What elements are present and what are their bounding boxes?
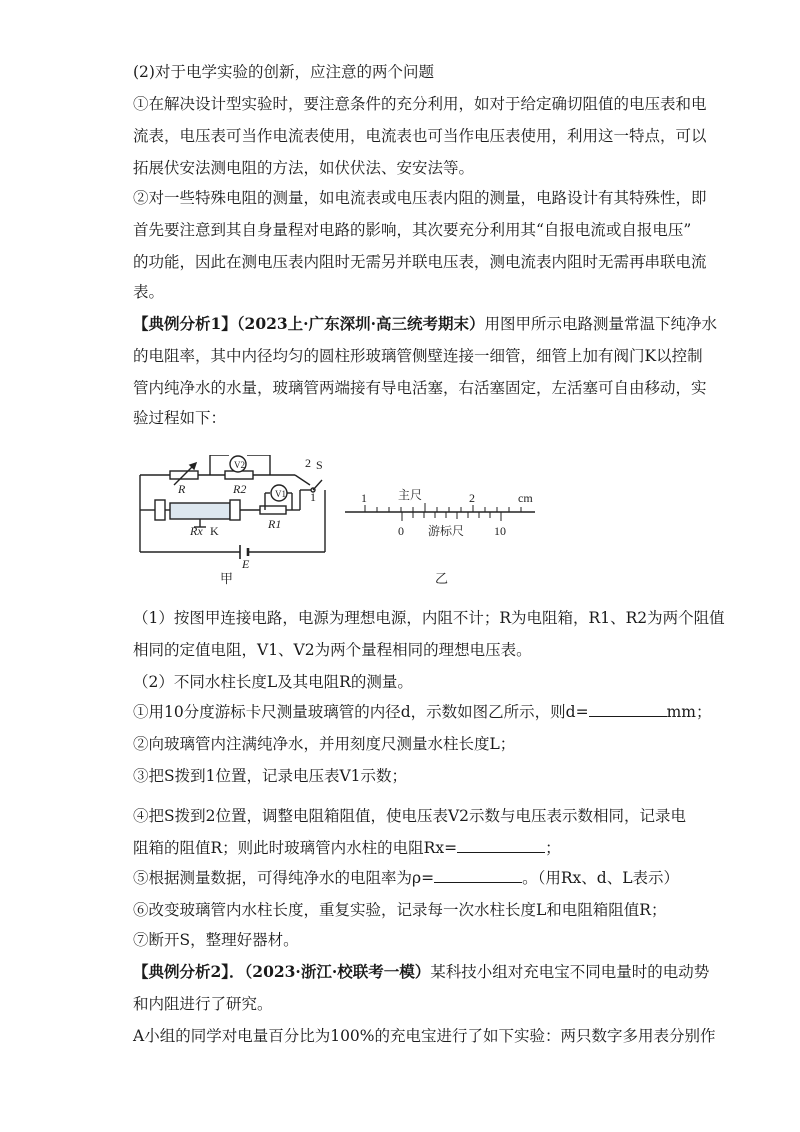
example-source: （2023·浙江·校联考一模） — [244, 962, 431, 981]
paragraph-line: 验过程如下： — [133, 409, 227, 427]
resistor-r1 — [260, 506, 286, 514]
example-source: （2023上·广东深圳·高三统考期末） — [236, 314, 485, 333]
paragraph-line: 管内纯净水的水量，玻璃管两端接有导电活塞，右活塞固定，左活塞可自由移动，实 — [133, 379, 707, 397]
percent-value: 100% — [330, 1027, 375, 1045]
vernier-caliper-diagram — [345, 503, 535, 521]
s-label: S — [316, 458, 323, 472]
example-tag: 【典例分析1】 — [133, 314, 237, 333]
r1-label: R1 — [268, 517, 282, 531]
question-line: 相同的定值电阻，V1、V2为两个量程相同的理想电压表。 — [133, 641, 532, 659]
example-1-header — [133, 314, 717, 334]
question-line: （1）按图甲连接电路，电源为理想电源，内阻不计；R为电阻箱，R1、R2为两个阻值 — [133, 609, 725, 627]
example-tag: 【典例分析2】． — [133, 962, 245, 981]
e-label: E — [242, 557, 250, 571]
step-1 — [133, 702, 711, 722]
v2-label: V2 — [234, 460, 245, 470]
step-6: ⑥改变玻璃管内水柱长度，重复实验，记录每一次水柱长度L和电阻箱阻值R； — [133, 901, 667, 919]
answer-blank-rho[interactable] — [434, 868, 522, 883]
experiment-figure — [130, 455, 550, 590]
main-tick-2: 2 — [469, 491, 475, 505]
glass-tube — [170, 503, 230, 519]
unit-label: cm — [518, 491, 533, 505]
step-3: ③把S拨到1位置，记录电压表V1示数； — [133, 767, 408, 785]
caption-jia: 甲 — [220, 571, 234, 586]
main-tick-1: 1 — [361, 491, 367, 505]
circuit-diagram — [140, 455, 325, 559]
example-text: 某科技小组对充电宝不同电量时的电动势 — [430, 963, 710, 981]
paragraph-line: 首先要注意到其自身量程对电路的影响，其次要充分利用其“自报电流或自报电压” — [133, 221, 692, 239]
text: 的充电宝进行了如下实验：两只数字多用表分别作 — [374, 1027, 716, 1045]
step-text: ； — [545, 839, 561, 857]
step-unit: mm； — [666, 703, 712, 721]
paragraph-line: 拓展伏安法测电阻的方法，如伏伏法、安安法等。 — [133, 159, 475, 177]
position-1-label: 1 — [310, 490, 316, 504]
paragraph-line: 表。 — [133, 283, 165, 301]
section-heading: (2)对于电学实验的创新，应注意的两个问题 — [133, 63, 434, 81]
step-text: ①用10分度游标卡尺测量玻璃管的内径d，示数如图乙所示，则d= — [133, 703, 589, 721]
paragraph-line: ①在解决设计型实验时，要注意条件的充分利用，如对于给定确切阻值的电压表和电 — [133, 95, 707, 113]
step-text: ⑤根据测量数据，可得纯净水的电阻率为ρ= — [133, 869, 435, 887]
r2-label: R2 — [233, 482, 247, 496]
step-4 — [133, 806, 686, 826]
question-line: （2）不同水柱长度L及其电阻R的测量。 — [133, 673, 413, 691]
paragraph-line: 和内阻进行了研究。 — [133, 995, 273, 1013]
step-text: 示数相同，记录电 — [562, 807, 687, 825]
paragraph-line: ②对一些特殊电阻的测量，如电流表或电压表内阻的测量，电路设计有其特殊性，即 — [133, 189, 707, 207]
step-4-continued — [133, 838, 561, 858]
step-text: 。（用Rx、d、L表示） — [522, 869, 679, 887]
rx-label: Rx — [190, 524, 203, 538]
step-5 — [133, 868, 679, 888]
r-label: R — [178, 482, 186, 496]
k-label: K — [210, 524, 219, 538]
position-2-label: 2 — [305, 456, 311, 470]
caption-yi: 乙 — [435, 571, 449, 586]
answer-blank-d[interactable] — [589, 702, 667, 717]
vernier-scale-label: 游标尺 — [428, 524, 465, 538]
example-text: 用图甲所示电路测量常温下纯净水 — [484, 315, 717, 333]
v1-label: V1 — [275, 489, 286, 499]
vernier-tick-0: 0 — [398, 524, 404, 538]
paragraph-line: 的电阻率，其中内径均匀的圆柱形玻璃管侧壁连接一细管，细管上加有阀门K以控制 — [133, 347, 703, 365]
paragraph-line: 流表，电压表可当作电流表使用，电流表也可当作电压表使用，利用这一特点，可以 — [133, 127, 707, 145]
paragraph-line — [133, 1026, 716, 1046]
step-text: ④把S拨到2位置，调整电阻箱阻值，使电压表V2示数与电压表 — [133, 807, 563, 825]
vernier-tick-10: 10 — [494, 524, 506, 538]
step-text: 阻箱的阻值R；则此时玻璃管内水柱的电阻Rx= — [133, 839, 458, 857]
step-2: ②向玻璃管内注满纯净水，并用刻度尺测量水柱长度L； — [133, 735, 516, 753]
main-scale-label: 主尺 — [398, 488, 423, 502]
answer-blank-rx[interactable] — [457, 838, 545, 853]
step-7: ⑦断开S，整理好器材。 — [133, 931, 299, 949]
paragraph-line: 的功能，因此在测电压表内阻时无需另并联电压表，测电流表内阻时无需再串联电流 — [133, 253, 707, 271]
text: A小组的同学对电量百分比为 — [133, 1027, 331, 1045]
example-2-header — [133, 962, 709, 982]
